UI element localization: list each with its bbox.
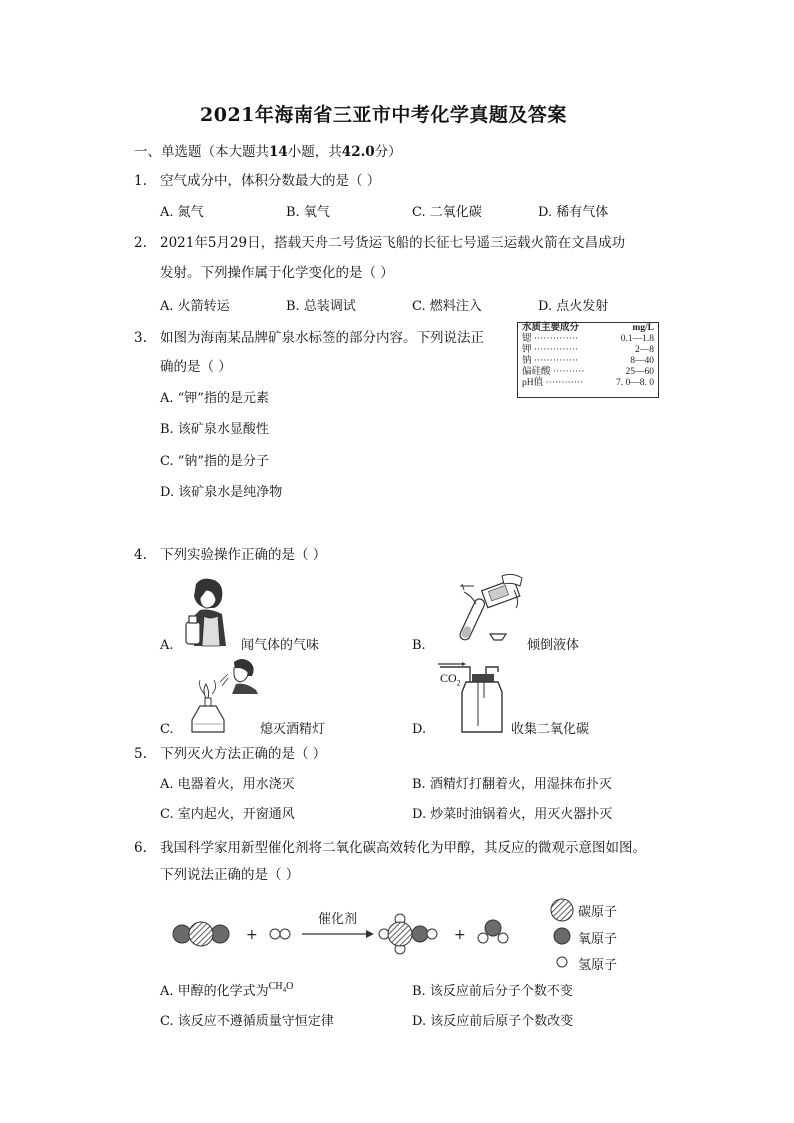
option-c-letter[interactable]: C. — [160, 722, 174, 737]
question-text: 下列实验操作正确的是（ ） — [160, 547, 327, 563]
question-text: 下列灭火方法正确的是（ ） — [160, 746, 327, 762]
option-d[interactable]: D. 该矿泉水是纯净物 — [160, 485, 283, 500]
label-header: 水质主要成分 mg/L — [522, 323, 654, 333]
section-score: 42.0 — [341, 144, 375, 160]
label-row: 锶 ·············· 0.1—1.8 — [522, 334, 654, 344]
label-row: 偏硅酸 ·········· 25—60 — [522, 367, 654, 377]
option-b-letter[interactable]: B. — [412, 638, 426, 653]
option-b[interactable]: B. 总装调试 — [286, 299, 356, 314]
option-a[interactable]: A. 电器着火，用水浇灭 — [160, 777, 295, 792]
question-number: 2. — [134, 235, 147, 251]
question-number: 1. — [134, 173, 147, 189]
methanol-molecule — [379, 914, 437, 954]
pouring-liquid-illustration — [432, 572, 528, 648]
option-b[interactable]: B. 该反应前后分子个数不变 — [412, 984, 573, 999]
option-b[interactable]: B. 该矿泉水显酸性 — [160, 422, 269, 437]
option-a[interactable]: A. 氮气 — [160, 205, 204, 220]
question-text: 下列说法正确的是（ ） — [160, 867, 300, 883]
co2-molecule — [173, 922, 229, 946]
option-c[interactable]: C. 该反应不遵循质量守恒定律 — [160, 1014, 334, 1029]
page-title: 2021年海南省三亚市中考化学真题及答案 — [200, 104, 567, 126]
option-c[interactable]: C. 二氧化碳 — [412, 205, 482, 220]
option-c[interactable]: C. 燃料注入 — [412, 299, 482, 314]
water-molecule — [478, 920, 508, 943]
label-row: 钾 ·············· 2—8 — [522, 345, 654, 355]
question-number: 4. — [134, 547, 147, 563]
option-d[interactable]: D. 该反应前后原子个数改变 — [412, 1014, 574, 1029]
legend-hydrogen — [557, 957, 567, 967]
question-text: 2021年5月29日，搭载天舟二号货运飞船的长征七号遥三运载火箭在文昌成功 — [160, 235, 626, 251]
extinguish-lamp-illustration — [178, 654, 260, 738]
smelling-gas-illustration — [180, 576, 242, 652]
option-c-text[interactable]: 熄灭酒精灯 — [260, 722, 326, 737]
option-a[interactable]: A. “钾”指的是元素 — [160, 391, 269, 406]
option-c[interactable]: C. “钠”指的是分子 — [160, 454, 270, 469]
legend-carbon — [551, 899, 573, 921]
h2-molecule — [270, 929, 290, 939]
legend-oxygen-label: 氧原子 — [578, 932, 618, 947]
legend-carbon-label: 碳原子 — [578, 905, 618, 920]
option-d-letter[interactable]: D. — [412, 722, 427, 737]
question-text: 如图为海南某品牌矿泉水标签的部分内容。下列说法正 — [160, 330, 484, 346]
reaction-diagram — [170, 892, 640, 976]
legend-oxygen — [554, 928, 570, 944]
label-row: pH值 ············ 7. 0—8. 0 — [522, 378, 654, 388]
option-a[interactable]: A. 甲醇的化学式为$^{CH_4O}$ — [160, 981, 294, 999]
label-row: 钠 ·············· 8—40 — [522, 356, 654, 366]
question-text: 发射。下列操作属于化学变化的是（ ） — [160, 265, 394, 281]
legend-hydrogen-label: 氢原子 — [578, 958, 618, 973]
mineral-water-label-table — [517, 322, 659, 398]
option-b-text[interactable]: 倾倒液体 — [527, 638, 580, 653]
option-d[interactable]: D. 稀有气体 — [538, 205, 609, 220]
option-a[interactable]: A. 火箭转运 — [160, 299, 230, 314]
section-count: 14 — [269, 144, 288, 160]
option-d[interactable]: D. 炒菜时油锅着火，用灭火器扑灭 — [412, 807, 613, 822]
question-number: 5. — [134, 746, 147, 762]
co2-label: $CO_2$ — [440, 671, 461, 688]
option-c[interactable]: C. 室内起火，开窗通风 — [160, 807, 295, 822]
option-b[interactable]: B. 酒精灯打翻着火，用湿抹布扑灭 — [412, 777, 612, 792]
question-text: 我国科学家用新型催化剂将二氧化碳高效转化为甲醇，其反应的微观示意图如图。 — [160, 840, 646, 856]
section-label: 一、单选题（本大题共 — [134, 144, 269, 160]
methanol-formula: CH4O — [268, 981, 294, 994]
section-header — [134, 140, 402, 160]
question-number: 3. — [134, 330, 147, 346]
question-number: 6. — [134, 840, 147, 856]
question-text: 空气成分中，体积分数最大的是（ ） — [160, 173, 381, 189]
question-text: 确的是（ ） — [160, 359, 232, 375]
catalyst-label: 催化剂 — [318, 912, 358, 927]
option-b[interactable]: B. 氧气 — [286, 205, 330, 220]
option-a-text[interactable]: 闻气体的气味 — [241, 638, 320, 653]
plus-sign: + — [454, 927, 466, 943]
option-d-text[interactable]: 收集二氧化碳 — [511, 722, 590, 737]
section-mid: 小题，共 — [287, 144, 342, 160]
option-a-letter[interactable]: A. — [160, 638, 174, 653]
plus-sign: + — [246, 927, 258, 943]
option-d[interactable]: D. 点火发射 — [538, 299, 609, 314]
section-end: 分） — [374, 144, 402, 160]
